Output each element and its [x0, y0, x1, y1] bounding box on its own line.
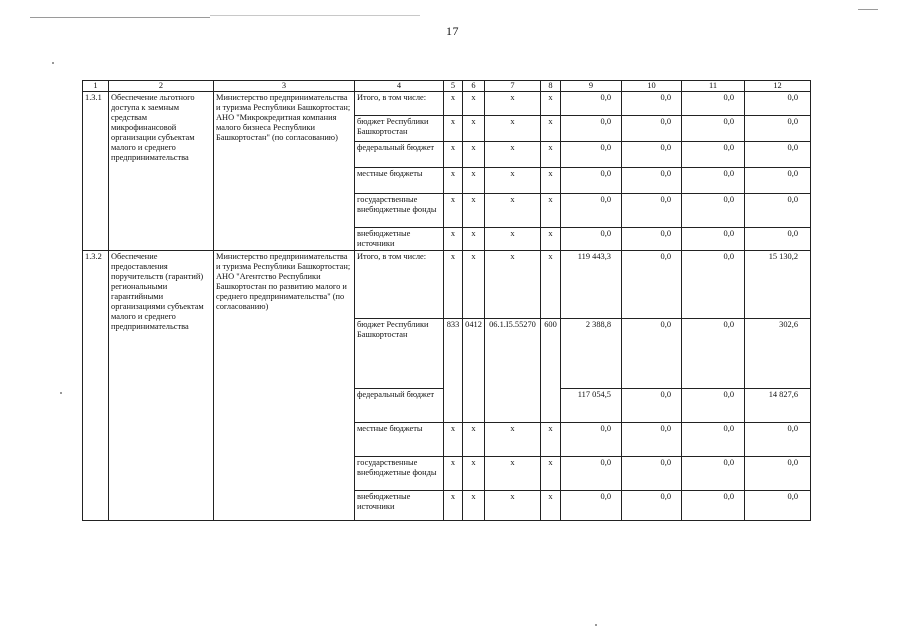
funding-source: Итого, в том числе:	[355, 251, 444, 319]
budget-code-c5: 833	[444, 319, 463, 389]
amount-col12: 0,0	[745, 142, 811, 168]
amount-col11: 0,0	[682, 228, 745, 251]
amount-col9: 0,0	[561, 142, 622, 168]
budget-code-c6	[463, 389, 485, 423]
budget-code-c6: x	[463, 194, 485, 228]
amount-col12: 0,0	[745, 168, 811, 194]
budget-code-c6: x	[463, 457, 485, 491]
amount-col9: 0,0	[561, 116, 622, 142]
amount-col11: 0,0	[682, 319, 745, 389]
scan-speck	[60, 392, 62, 394]
amount-col10: 0,0	[622, 319, 682, 389]
measure-name: Обеспечение льготного доступа к заемным средствам микрофинансовой организации субъектам малого и среднего предпринимательства	[109, 92, 214, 251]
column-header: 11	[682, 81, 745, 92]
scan-line-top-right	[858, 9, 878, 10]
amount-col11: 0,0	[682, 491, 745, 521]
budget-code-c8: x	[541, 423, 561, 457]
budget-code-c6: x	[463, 116, 485, 142]
budget-code-c7: x	[485, 194, 541, 228]
budget-code-c6: x	[463, 491, 485, 521]
funding-source: государственные внебюджетные фонды	[355, 194, 444, 228]
amount-col9: 0,0	[561, 92, 622, 116]
amount-col12: 0,0	[745, 491, 811, 521]
budget-code-c8: x	[541, 142, 561, 168]
budget-code-c5: x	[444, 491, 463, 521]
amount-col11: 0,0	[682, 142, 745, 168]
budget-code-c8: x	[541, 194, 561, 228]
table-row	[83, 92, 811, 116]
budget-code-c7: x	[485, 142, 541, 168]
budget-code-c7: x	[485, 423, 541, 457]
amount-col10: 0,0	[622, 194, 682, 228]
measure-name: Обеспечение предоставления поручительств (гарантий) региональными гарантийными организациями субъектам малого и среднего предпринимательства	[109, 251, 214, 521]
budget-code-c8	[541, 389, 561, 423]
budget-code-c5: x	[444, 194, 463, 228]
budget-code-c7: x	[485, 491, 541, 521]
column-header: 7	[485, 81, 541, 92]
budget-code-c6: 0412	[463, 319, 485, 389]
amount-col12: 0,0	[745, 423, 811, 457]
scan-speck	[52, 62, 54, 64]
funding-source: внебюджетные источники	[355, 491, 444, 521]
amount-col12: 0,0	[745, 194, 811, 228]
amount-col11: 0,0	[682, 457, 745, 491]
budget-code-c8: x	[541, 228, 561, 251]
amount-col10: 0,0	[622, 251, 682, 319]
amount-col10: 0,0	[622, 142, 682, 168]
page-number: 17	[446, 24, 459, 38]
amount-col12: 0,0	[745, 92, 811, 116]
budget-code-c7: x	[485, 168, 541, 194]
executor: Министерство предпринимательства и туризма Республики Башкортостан; АНО "Микрокредитная компания малого бизнеса Республики Башкортостан" (по согласованию)	[214, 92, 355, 251]
funding-source: местные бюджеты	[355, 168, 444, 194]
budget-table	[82, 80, 811, 521]
amount-col12: 14 827,6	[745, 389, 811, 423]
amount-col11: 0,0	[682, 194, 745, 228]
amount-col9: 119 443,3	[561, 251, 622, 319]
column-header: 1	[83, 81, 109, 92]
funding-source: федеральный бюджет	[355, 389, 444, 423]
amount-col9: 0,0	[561, 228, 622, 251]
budget-code-c7	[485, 389, 541, 423]
amount-col11: 0,0	[682, 251, 745, 319]
amount-col9: 0,0	[561, 457, 622, 491]
budget-code-c6: x	[463, 251, 485, 319]
measure-code: 1.3.1	[83, 92, 109, 251]
budget-code-c8: x	[541, 168, 561, 194]
table-header-row	[83, 81, 811, 92]
executor: Министерство предпринимательства и туризма Республики Башкортостан; АНО "Агентство Республики Башкортостан по развитию малого и среднего предпринимательства" (по согласованию)	[214, 251, 355, 521]
column-header: 2	[109, 81, 214, 92]
amount-col11: 0,0	[682, 423, 745, 457]
budget-code-c8: 600	[541, 319, 561, 389]
budget-code-c5: x	[444, 142, 463, 168]
budget-code-c8: x	[541, 457, 561, 491]
scan-line-top-mid	[210, 15, 420, 16]
measure-code: 1.3.2	[83, 251, 109, 521]
funding-source: Итого, в том числе:	[355, 92, 444, 116]
scan-line-top-left	[30, 17, 210, 18]
budget-code-c5: x	[444, 423, 463, 457]
funding-source: местные бюджеты	[355, 423, 444, 457]
amount-col12: 0,0	[745, 228, 811, 251]
amount-col11: 0,0	[682, 389, 745, 423]
amount-col10: 0,0	[622, 228, 682, 251]
amount-col10: 0,0	[622, 491, 682, 521]
budget-code-c8: x	[541, 491, 561, 521]
column-header: 5	[444, 81, 463, 92]
budget-code-c8: x	[541, 251, 561, 319]
amount-col9: 0,0	[561, 423, 622, 457]
column-header: 8	[541, 81, 561, 92]
amount-col9: 2 388,8	[561, 319, 622, 389]
amount-col10: 0,0	[622, 423, 682, 457]
amount-col12: 0,0	[745, 116, 811, 142]
column-header: 6	[463, 81, 485, 92]
funding-source: федеральный бюджет	[355, 142, 444, 168]
amount-col11: 0,0	[682, 168, 745, 194]
budget-code-c5: x	[444, 92, 463, 116]
budget-code-c5: x	[444, 457, 463, 491]
budget-code-c5: x	[444, 168, 463, 194]
budget-code-c6: x	[463, 423, 485, 457]
amount-col9: 0,0	[561, 168, 622, 194]
budget-code-c5: x	[444, 116, 463, 142]
amount-col12: 15 130,2	[745, 251, 811, 319]
amount-col9: 117 054,5	[561, 389, 622, 423]
scan-speck	[595, 624, 597, 626]
budget-code-c8: x	[541, 116, 561, 142]
funding-source: бюджет Республики Башкортостан	[355, 116, 444, 142]
funding-source: внебюджетные источники	[355, 228, 444, 251]
column-header: 10	[622, 81, 682, 92]
budget-code-c7: x	[485, 116, 541, 142]
column-header: 9	[561, 81, 622, 92]
amount-col10: 0,0	[622, 389, 682, 423]
budget-code-c5: x	[444, 251, 463, 319]
amount-col10: 0,0	[622, 116, 682, 142]
budget-code-c7: x	[485, 228, 541, 251]
budget-code-c6: x	[463, 92, 485, 116]
column-header: 12	[745, 81, 811, 92]
amount-col9: 0,0	[561, 491, 622, 521]
amount-col10: 0,0	[622, 92, 682, 116]
funding-source: бюджет Республики Башкортостан	[355, 319, 444, 389]
amount-col10: 0,0	[622, 457, 682, 491]
budget-code-c7: x	[485, 92, 541, 116]
amount-col11: 0,0	[682, 116, 745, 142]
budget-code-c6: x	[463, 228, 485, 251]
funding-source: государственные внебюджетные фонды	[355, 457, 444, 491]
amount-col9: 0,0	[561, 194, 622, 228]
budget-code-c5	[444, 389, 463, 423]
column-header: 4	[355, 81, 444, 92]
amount-col11: 0,0	[682, 92, 745, 116]
budget-code-c6: x	[463, 168, 485, 194]
amount-col12: 0,0	[745, 457, 811, 491]
budget-code-c5: x	[444, 228, 463, 251]
budget-code-c8: x	[541, 92, 561, 116]
amount-col12: 302,6	[745, 319, 811, 389]
budget-code-c7: x	[485, 457, 541, 491]
budget-code-c7: 06.1.I5.55270	[485, 319, 541, 389]
budget-code-c7: x	[485, 251, 541, 319]
budget-code-c6: x	[463, 142, 485, 168]
column-header: 3	[214, 81, 355, 92]
table-row	[83, 251, 811, 319]
amount-col10: 0,0	[622, 168, 682, 194]
